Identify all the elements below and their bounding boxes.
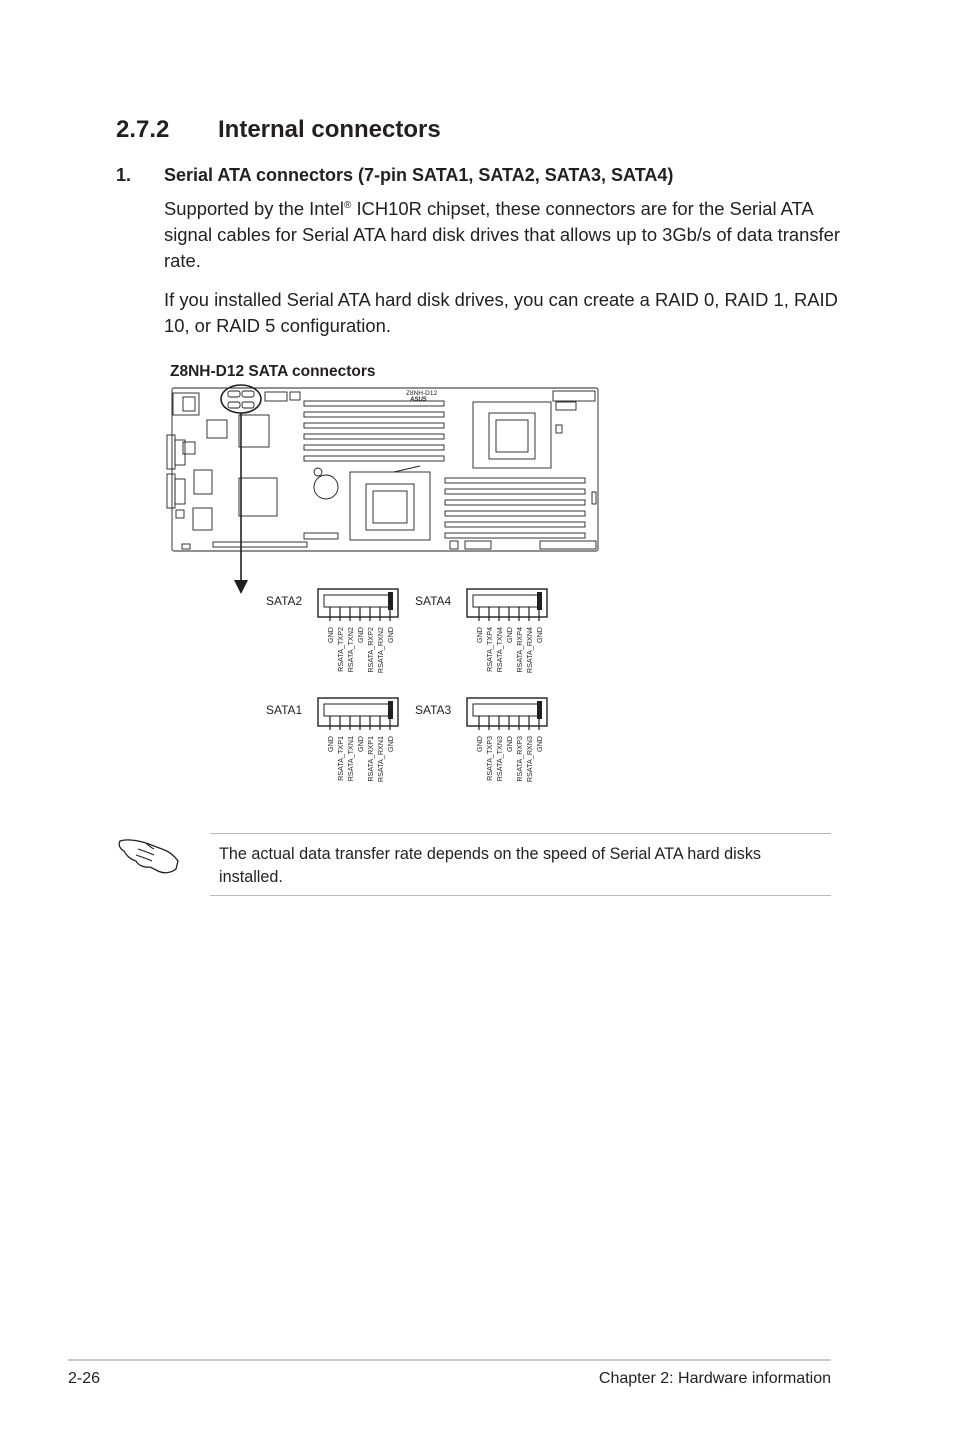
ich10r-chip xyxy=(239,478,277,516)
pin-label: RSATA_TXN1 xyxy=(346,736,355,782)
pin-label: RSATA_RXN2 xyxy=(376,627,385,674)
figure-title: Z8NH-D12 SATA connectors xyxy=(170,363,376,380)
pin-label: RSATA_TXN3 xyxy=(495,736,504,782)
connector-label: SATA4 xyxy=(415,594,452,608)
chapter-label: Chapter 2: Hardware information xyxy=(598,1370,831,1387)
pin-label: GND xyxy=(505,736,514,752)
pin-label: GND xyxy=(535,627,544,643)
pin-label: RSATA_RXP3 xyxy=(515,736,524,782)
pin-label: GND xyxy=(386,736,395,752)
footer-rule xyxy=(68,1359,831,1361)
connector-slot xyxy=(324,704,390,716)
sata-connector-sata4 xyxy=(415,589,547,673)
pin-label: RSATA_RXP4 xyxy=(515,627,524,673)
connector-slot xyxy=(473,704,539,716)
paragraph-text-start: Supported by the Intel xyxy=(164,198,344,219)
section-title: Internal connectors xyxy=(218,116,441,143)
note-bottom-rule xyxy=(210,895,831,896)
connector-label: SATA1 xyxy=(266,703,303,717)
com-port xyxy=(167,474,175,508)
pin-label: RSATA_TXP1 xyxy=(336,736,345,781)
asus-logo-text: ASUS xyxy=(410,397,427,403)
pin-label: RSATA_TXN4 xyxy=(495,627,504,673)
pin-label: RSATA_RXN4 xyxy=(525,627,534,674)
sata-highlight-circle xyxy=(221,385,261,413)
motherboard-layout xyxy=(167,385,598,551)
sata-connector-sata1 xyxy=(266,698,398,782)
pin-label: RSATA_RXP2 xyxy=(366,627,375,673)
pin-label: GND xyxy=(326,627,335,643)
section-number: 2.7.2 xyxy=(116,116,170,143)
pin-label: GND xyxy=(475,736,484,752)
note-top-rule xyxy=(210,833,831,834)
raid-paragraph: If you installed Serial ATA hard disk drives, you can create a RAID 0, RAID 1, RAID 10, or RAID 5 configuration. xyxy=(164,289,838,336)
item-number: 1. xyxy=(116,165,132,185)
pin-label: RSATA_RXN1 xyxy=(376,736,385,783)
note-text: The actual data transfer rate depends on the speed of Serial ATA hard disks installed. xyxy=(219,845,762,886)
item-title: Serial ATA connectors (7-pin SATA1, SATA2, SATA3, SATA4) xyxy=(164,165,674,185)
front-panel-header xyxy=(540,541,596,549)
battery xyxy=(314,475,338,499)
pin-label: GND xyxy=(475,627,484,643)
pin-label: RSATA_RXP1 xyxy=(366,736,375,782)
pointing-hand-icon xyxy=(116,827,182,877)
pin-label: GND xyxy=(356,627,365,643)
pin-label: GND xyxy=(326,736,335,752)
board-model-label: Z8NH-D12 xyxy=(406,390,438,397)
sata-connector-sata3 xyxy=(415,698,547,782)
connector-label: SATA3 xyxy=(415,703,452,717)
pin-label: RSATA_TXP4 xyxy=(485,627,494,672)
pin-label: RSATA_RXN3 xyxy=(525,736,534,783)
pin-label: RSATA_TXN2 xyxy=(346,627,355,673)
chipset xyxy=(239,415,269,447)
pin-label: GND xyxy=(356,736,365,752)
paragraph-text-end: ICH10R chipset, these connectors are for the Serial ATA signal cables for Serial ATA hard disk drives that allows up to 3Gb/s of data transfer rate. xyxy=(164,198,841,271)
connector-label: SATA2 xyxy=(266,594,303,608)
pin-label: RSATA_TXP2 xyxy=(336,627,345,672)
connector-group xyxy=(266,589,547,782)
pci-slot xyxy=(213,542,307,547)
connector-slot xyxy=(473,595,539,607)
sata-connector-sata2 xyxy=(266,589,398,673)
vga-port xyxy=(167,435,175,469)
pin-label: GND xyxy=(386,627,395,643)
atx-power xyxy=(553,391,595,401)
pin-label: GND xyxy=(505,627,514,643)
page-number: 2-26 xyxy=(68,1370,101,1387)
pin-label: GND xyxy=(535,736,544,752)
registered-mark: ® xyxy=(343,200,352,211)
pin-label: RSATA_TXP3 xyxy=(485,736,494,781)
connector-slot xyxy=(324,595,390,607)
cpu-socket-1 xyxy=(473,402,551,468)
pointer-arrowhead xyxy=(234,580,248,594)
